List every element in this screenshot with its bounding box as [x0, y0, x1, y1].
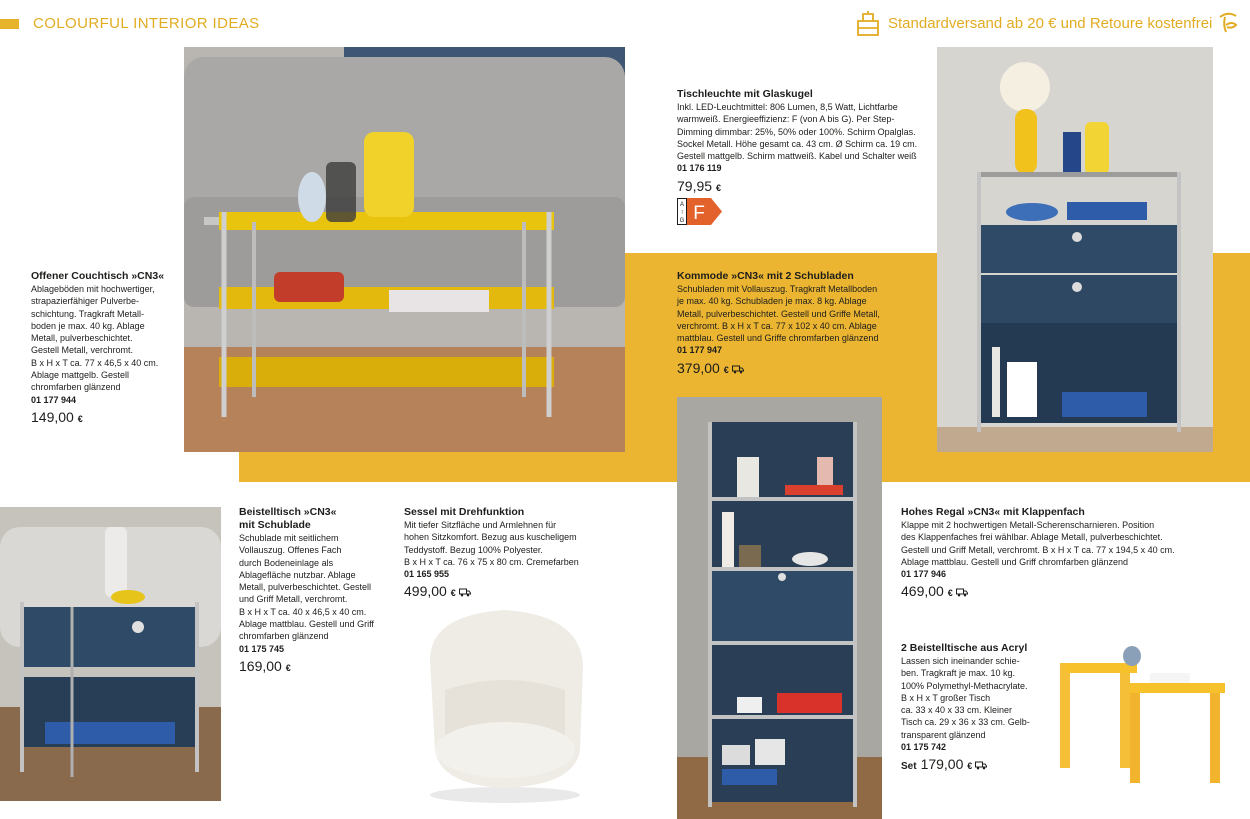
product-name: Kommode »CN3« mit 2 Schubladen — [677, 270, 854, 282]
price: 149,00 € — [31, 408, 83, 425]
article-number: 01 177 947 — [677, 345, 723, 356]
energy-label-icon — [677, 198, 723, 225]
product-description: Mit tiefer Sitzfläche und Armlehnen für hohen Sitzkomfort. Bezug aus kuscheligem Teddystoff. Bezug 100% Polyester. B x H x T ca. 76 x 75 x 80 cm. Cremefarben — [404, 520, 579, 567]
product-description: Schublade mit seitlichem Vollauszug. Offenes Fach durch Bodeneinlage als Ablagefläche nutzbar. Ablage Metall, pulverbeschichtet. Gestell und Griff Metall, verchromt. B x H x T ca. 40 x 46,5 x 40 cm. Ablage mattblau. Gestell und Griff chromfarben glänzend — [239, 533, 374, 642]
price: Set 179,00 € — [901, 755, 1046, 776]
product-name: 2 Beistelltische aus Acryl — [901, 642, 1028, 654]
shipping-info: Standardversand ab 20 € und Retoure kostenfrei — [888, 15, 1213, 32]
product-kommode — [677, 270, 927, 379]
product-tischleuchte — [677, 88, 927, 197]
energy-class: F — [693, 203, 705, 224]
beistelltisch-photo — [0, 507, 221, 801]
kommode-photo — [937, 47, 1213, 452]
price: 379,00 € — [677, 359, 927, 379]
price: 169,00 € — [239, 657, 291, 674]
regal-photo — [677, 397, 882, 819]
product-acryl — [901, 642, 1046, 776]
article-number: 01 177 946 — [901, 569, 947, 580]
product-name: Tischleuchte mit Glaskugel — [677, 88, 813, 100]
energy-scale-top: A — [679, 202, 685, 208]
delivery-truck-icon — [975, 761, 987, 770]
page-title: COLOURFUL INTERIOR IDEAS — [33, 15, 260, 32]
accent-band-lower-left — [239, 452, 625, 482]
energy-scale-bottom: G — [679, 218, 685, 224]
product-description: Klappe mit 2 hochwertigen Metall-Scherenscharnieren. Position des Klappenfaches frei wählbar. Ablage Metall, pulverbeschichtet. Gestell und Griff Metall, verchromt. B x H x T ca. 77 x 194,5 x 40 cm. Ablage mattblau. Gestell und Griff chromfarben glänzend — [901, 520, 1175, 567]
delivery-truck-icon — [732, 365, 744, 374]
svg-text:↕: ↕ — [680, 209, 684, 216]
couchtisch-photo — [184, 47, 625, 452]
product-beistelltisch — [239, 506, 399, 677]
product-name: Hohes Regal »CN3« mit Klappenfach — [901, 506, 1085, 518]
product-name: Offener Couchtisch »CN3« — [31, 270, 165, 282]
article-number: 01 165 955 — [404, 569, 450, 580]
product-description: Ablageböden mit hochwertiger, strapazierfähiger Pulverbe- schichtung. Tragkraft Metall- boden je max. 40 kg. Ablage Metall, pulverbeschichtet. Gestell Metall, verchromt. B x H x T ca. 77 x 46,5 x 40 cm. Ablage mattgelb. Gestell chromfarben glänzend — [31, 284, 159, 393]
price: 469,00 € — [901, 582, 1201, 602]
article-number: 01 177 944 — [31, 394, 77, 405]
article-number: 01 175 745 — [239, 643, 285, 654]
parcel-icon — [855, 10, 881, 38]
sessel-photo — [405, 600, 610, 810]
product-description: Schubladen mit Vollauszug. Tragkraft Metallboden je max. 40 kg. Schubladen je max. 8 kg. Ablage Metall, pulverbeschichtet. Gestell und Griffe Metall, verchromt. B x H x T ca. 77 x 102 x 40 cm. Ablage mattblau. Gestell und Griffe chromfarben glänzend — [677, 284, 880, 344]
product-regal — [901, 506, 1201, 602]
article-number: 01 176 119 — [677, 163, 722, 174]
product-sessel — [404, 506, 604, 602]
product-name: Sessel mit Drehfunktion — [404, 506, 525, 518]
delivery-truck-icon — [459, 588, 471, 597]
product-description: Inkl. LED-Leuchtmittel: 806 Lumen, 8,5 Watt, Lichtfarbe warmweiß. Energieeffizienz: F (von A bis G). Per Step- Dimming dimmbar: 25%, 50% oder 100%. Schirm Opalglas. Sockel Metall. Höhe gesamt ca. 43 cm. Ø Schirm ca. 19 cm. Gestell mattgelb. Schirm mattweiß. Kabel und Schalter weiß — [677, 102, 918, 162]
delivery-truck-icon — [956, 588, 968, 597]
header-accent-bar — [0, 19, 19, 29]
price: 499,00 € — [404, 582, 604, 602]
price: 79,95 € — [677, 177, 721, 194]
product-description: Lassen sich ineinander schie- ben. Tragkraft je max. 10 kg. 100% Polymethyl-Methacrylate. B x H x T großer Tisch ca. 33 x 40 x 33 cm. Kleiner Tisch ca. 29 x 36 x 33 cm. Gelb- transparent glänzend — [901, 656, 1030, 740]
brand-logo-icon — [1216, 11, 1240, 35]
product-couchtisch — [31, 270, 181, 428]
acryl-photo — [1045, 628, 1245, 793]
product-name: Beistelltisch »CN3« mit Schublade — [239, 506, 337, 531]
article-number: 01 175 742 — [901, 742, 947, 753]
